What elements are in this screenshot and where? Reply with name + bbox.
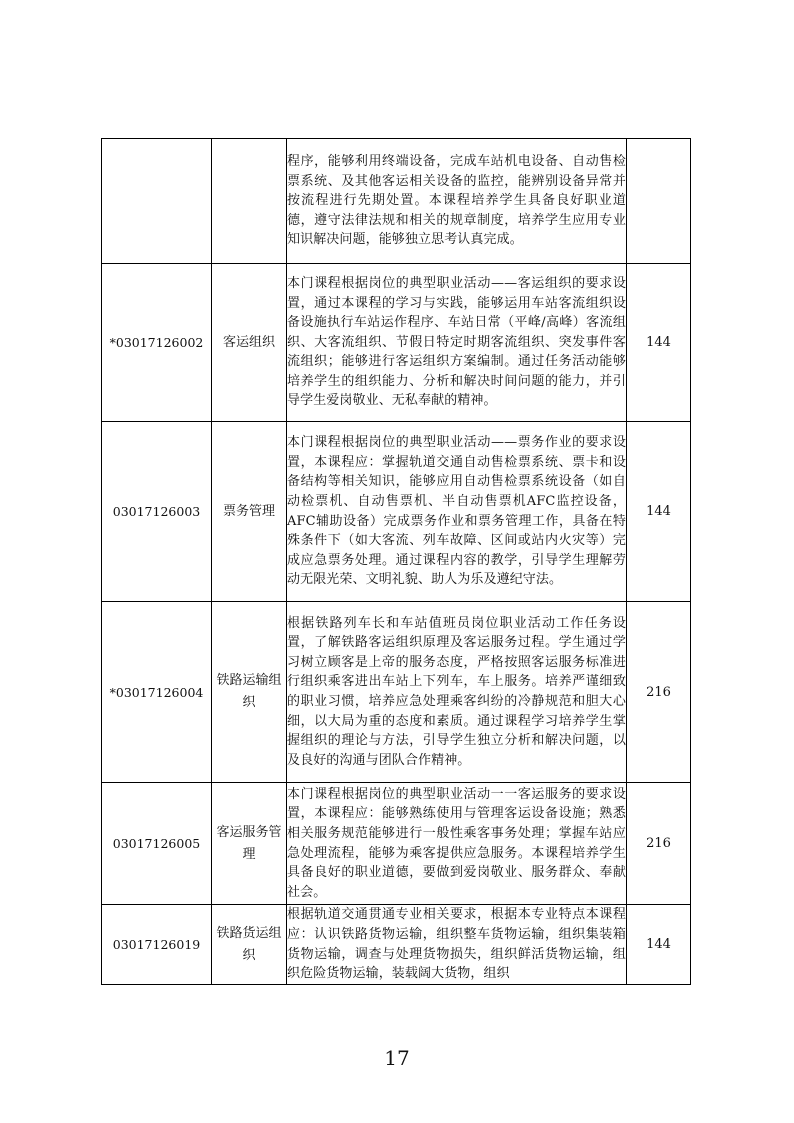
course-table — [101, 138, 691, 985]
course-name: 票务管理 — [212, 422, 287, 602]
table-row — [102, 264, 691, 422]
course-hours: 144 — [627, 422, 691, 602]
course-hours: 144 — [627, 264, 691, 422]
course-code: 03017126003 — [102, 422, 212, 602]
course-hours: 216 — [627, 602, 691, 783]
course-description: 本门课程根据岗位的典型职业活动——客运组织的要求设置，通过本课程的学习与实践，能够运用车站客流组织设备设施执行车站运作程序、车站日常（平峰/高峰）客流组织、大客流组织、节假日特定时期客流组织、突发事件客流组织；能够进行客运组织方案编制。通过任务活动能够培养学生的组织能力、分析和解决时间问题的能力，并引导学生爱岗敬业、无私奉献的精神。 — [287, 264, 627, 422]
course-name: 铁路运输组织 — [212, 602, 287, 783]
table-row — [102, 422, 691, 602]
page-number: 17 — [384, 1046, 410, 1070]
course-name: 铁路货运组织 — [212, 905, 287, 985]
course-description: 根据轨道交通贯通专业相关要求，根据本专业特点本课程应：认识铁路货物运输，组织整车货物运输，组织集装箱货物运输，调查与处理货物损失，组织鲜活货物运输，组织危险货物运输，装载阔大货物，组织 — [287, 905, 627, 985]
table-row — [102, 139, 691, 264]
course-description: 程序，能够利用终端设备，完成车站机电设备、自动售检票系统、及其他客运相关设备的监控，能辨别设备异常并按流程进行先期处置。本课程培养学生具备良好职业道德，遵守法律法规和相关的规章制度，培养学生应用专业知识解决问题，能够独立思考认真完成。 — [287, 139, 627, 264]
course-name: 客运服务管理 — [212, 783, 287, 905]
course-code: 03017126005 — [102, 783, 212, 905]
course-hours: 144 — [627, 905, 691, 985]
course-code: *03017126004 — [102, 602, 212, 783]
course-hours — [627, 139, 691, 264]
course-code: *03017126002 — [102, 264, 212, 422]
course-description: 本门课程根据岗位的典型职业活动一一客运服务的要求设置，本课程应：能够熟练使用与管理客运设备设施；熟悉相关服务规范能够进行一般性乘客事务处理；掌握车站应急处理流程，能够为乘客提供应急服务。本课程培养学生具备良好的职业道德，要做到爱岗敬业、服务群众、奉献社会。 — [287, 783, 627, 905]
course-name: 客运组织 — [212, 264, 287, 422]
course-description: 本门课程根据岗位的典型职业活动——票务作业的要求设置，本课程应：掌握轨道交通自动售检票系统、票卡和设备结构等相关知识，能够应用自动售检票系统设备（如自动检票机、自动售票机、半自动售票机AFC监控设备，AFC辅助设备）完成票务作业和票务管理工作，具备在特殊条件下（如大客流、列车故障、区间或站内火灾等）完成应急票务处理。通过课程内容的教学，引导学生理解劳动无限光荣、文明礼貌、助人为乐及遵纪守法。 — [287, 422, 627, 602]
course-description: 根据铁路列车长和车站值班员岗位职业活动工作任务设置，了解铁路客运组织原理及客运服务过程。学生通过学习树立顾客是上帝的服务态度，严格按照客运服务标准进行组织乘客进出车站上下列车，车上服务。培养严谨细致的职业习惯，培养应急处理乘客纠纷的冷静规范和胆大心细，以大局为重的态度和素质。通过课程学习培养学生掌握组织的理论与方法，引导学生独立分析和解决问题，以及良好的沟通与团队合作精神。 — [287, 602, 627, 783]
table-row — [102, 783, 691, 905]
course-code — [102, 139, 212, 264]
course-hours: 216 — [627, 783, 691, 905]
course-name — [212, 139, 287, 264]
table-row — [102, 905, 691, 985]
table-row — [102, 602, 691, 783]
course-code: 03017126019 — [102, 905, 212, 985]
